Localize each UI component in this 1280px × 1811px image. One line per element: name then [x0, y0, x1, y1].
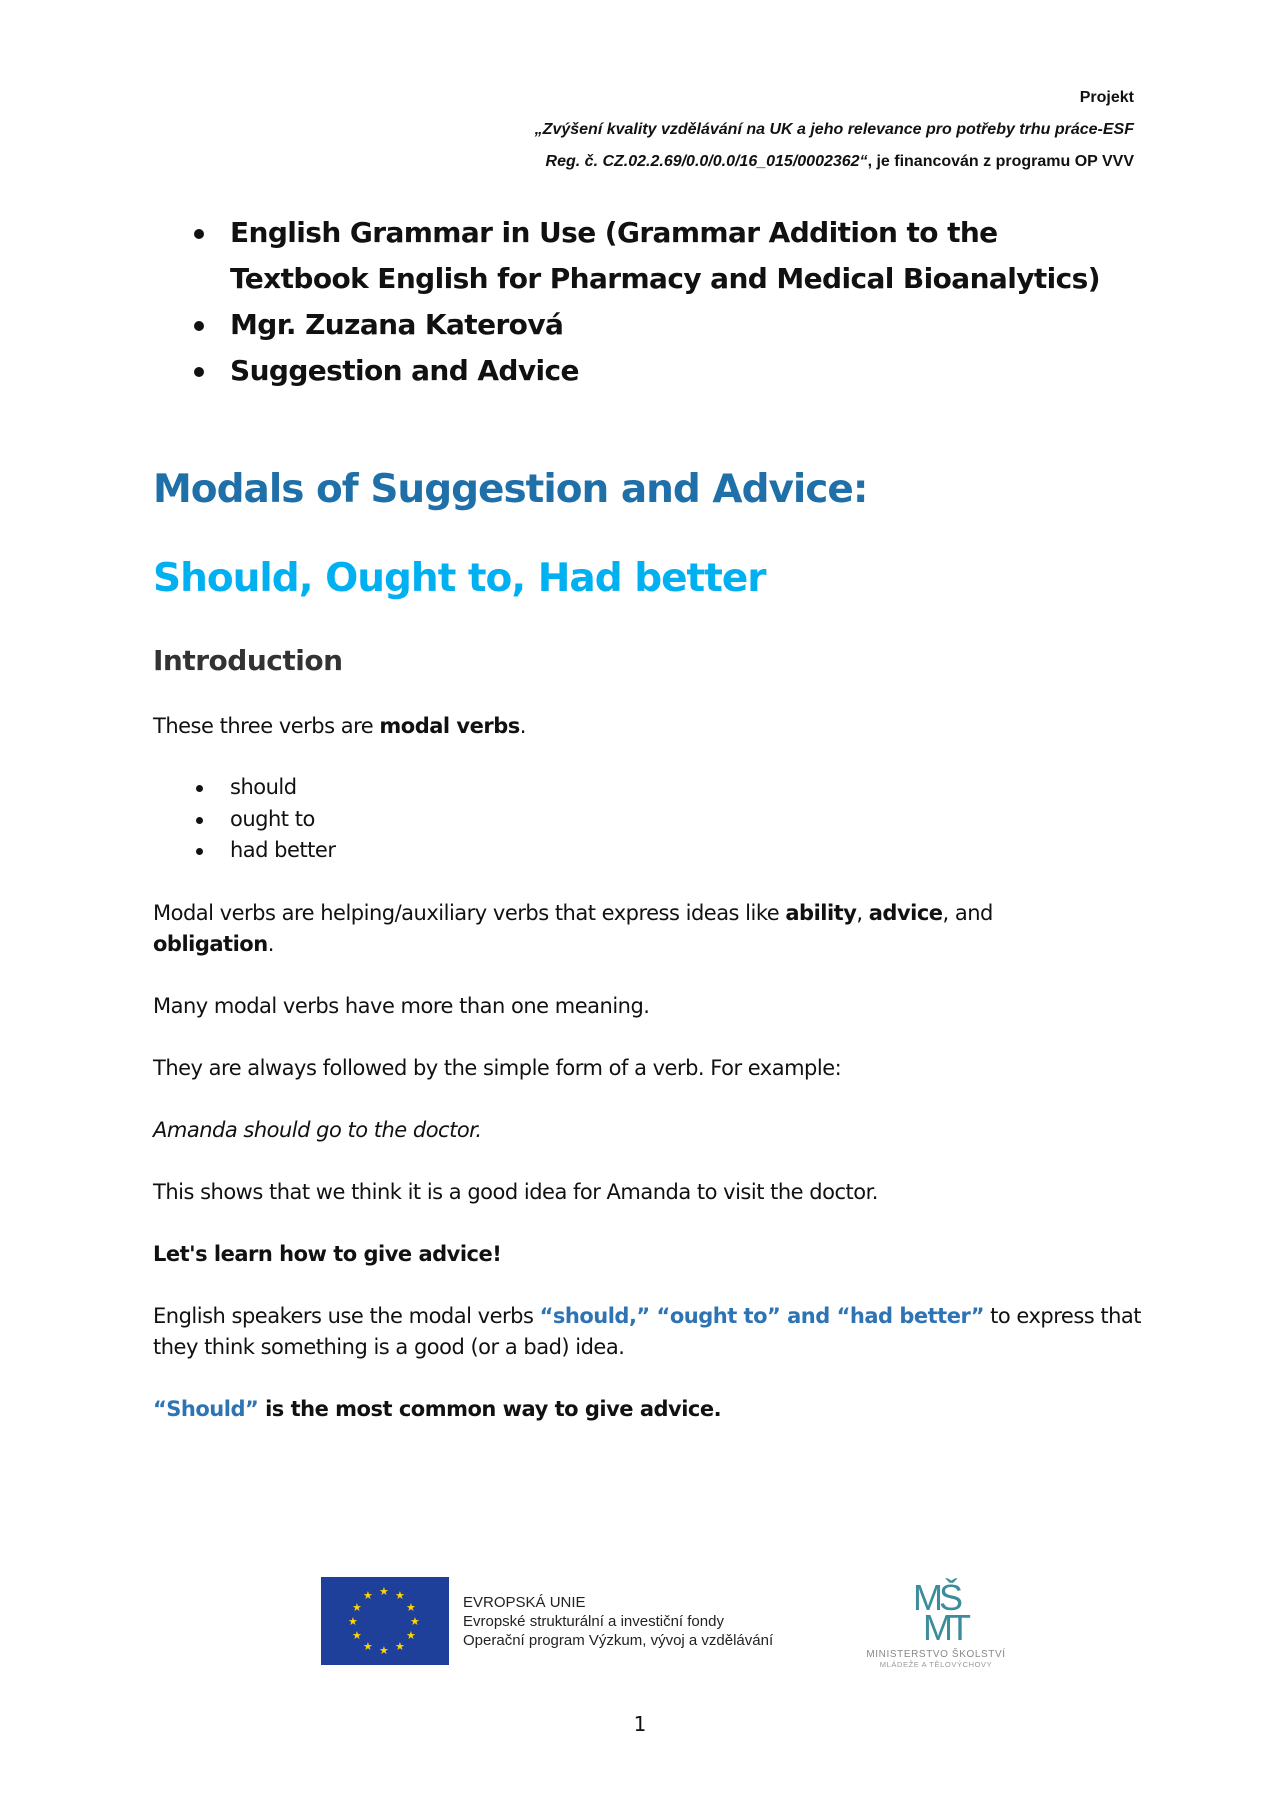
text: These three verbs are [153, 714, 380, 738]
paragraph-explanation: This shows that we think it is a good idea for Amanda to visit the doctor. [153, 1180, 878, 1204]
doc-info-topic: Suggestion and Advice [192, 348, 1132, 394]
list-item: had better [192, 835, 335, 867]
bold-text: ability [785, 901, 857, 925]
text: . [267, 932, 274, 956]
bold-text: is the most common way to give advice. [258, 1397, 722, 1421]
page-number: 1 [633, 1712, 647, 1736]
doc-info-title: English Grammar in Use (Grammar Addition to the Textbook English for Pharmacy and Medical Bioanalytics) [192, 210, 1132, 302]
bold-text: advice [868, 901, 943, 925]
list-item: ought to [192, 804, 335, 836]
bold-text: obligation [153, 932, 268, 956]
sub-heading: Should, Ought to, Had better [153, 556, 766, 601]
list-item: should [192, 772, 335, 804]
highlighted-should: “Should” [153, 1397, 259, 1421]
header-reg-number: Reg. č. CZ.02.2.69/0.0/0.0/16_015/0002362“ [545, 153, 868, 170]
paragraph-simple-form: They are always followed by the simple form of a verb. For example: [153, 1056, 842, 1080]
paragraph-meanings: Many modal verbs have more than one meaning. [153, 994, 650, 1018]
text: . [519, 714, 526, 738]
section-heading-introduction: Introduction [153, 644, 343, 677]
msmt-logo [851, 1577, 1021, 1669]
document-info-list [192, 210, 1132, 394]
msmt-mark-top: MŠ [913, 1577, 959, 1618]
msmt-subtitle: MLÁDEŽE A TĚLOVÝCHOVY [879, 1660, 993, 1669]
eu-funding-text [463, 1593, 773, 1650]
header-registration [535, 146, 1134, 178]
paragraph-should-common [153, 1394, 1133, 1425]
eu-program-label: Operační program Výzkum, vývoj a vzdělávání [463, 1632, 774, 1649]
msmt-mark-bottom: MT [923, 1607, 967, 1648]
main-heading: Modals of Suggestion and Advice: [153, 467, 868, 512]
paragraph-modal-verbs [153, 711, 1133, 742]
msmt-name: MINISTERSTVO ŠKOLSTVÍ [866, 1649, 1006, 1660]
header-funding: , je financován z programu OP VVV [867, 153, 1134, 170]
eu-flag-icon: ★ ★ ★ ★ ★ ★ ★ ★ ★ ★ ★ ★ [321, 1577, 449, 1665]
eu-funds-label: Evropské strukturální a investiční fondy [463, 1613, 724, 1630]
paragraph-english-speakers [153, 1301, 1143, 1363]
text: Modal verbs are helping/auxiliary verbs that express ideas like [153, 901, 786, 925]
text: , and [942, 901, 993, 925]
eu-label: EVROPSKÁ UNIE [463, 1594, 586, 1611]
header-project-title: „Zvýšení kvality vzdělávání na UK a jeho relevance pro potřeby trhu práce-ESF [534, 121, 1134, 138]
msmt-logo-icon [851, 1577, 1021, 1648]
text: to express that they think something is a good (or a bad) idea. [153, 1304, 1142, 1359]
footer-logos [321, 1577, 1021, 1667]
modal-verb-list [192, 772, 335, 867]
bold-text: modal verbs [379, 714, 520, 738]
paragraph-modal-definition [153, 898, 1053, 960]
text: English speakers use the modal verbs [153, 1304, 540, 1328]
highlighted-modals: “should,” “ought to” and “had better” [539, 1304, 984, 1328]
paragraph-lets-learn: Let's learn how to give advice! [153, 1242, 502, 1266]
example-sentence: Amanda should go to the doctor. [153, 1118, 482, 1142]
header-project-label: Projekt [1079, 89, 1134, 106]
project-header [535, 82, 1134, 178]
text: , [856, 901, 869, 925]
doc-info-author: Mgr. Zuzana Katerová [192, 302, 1132, 348]
